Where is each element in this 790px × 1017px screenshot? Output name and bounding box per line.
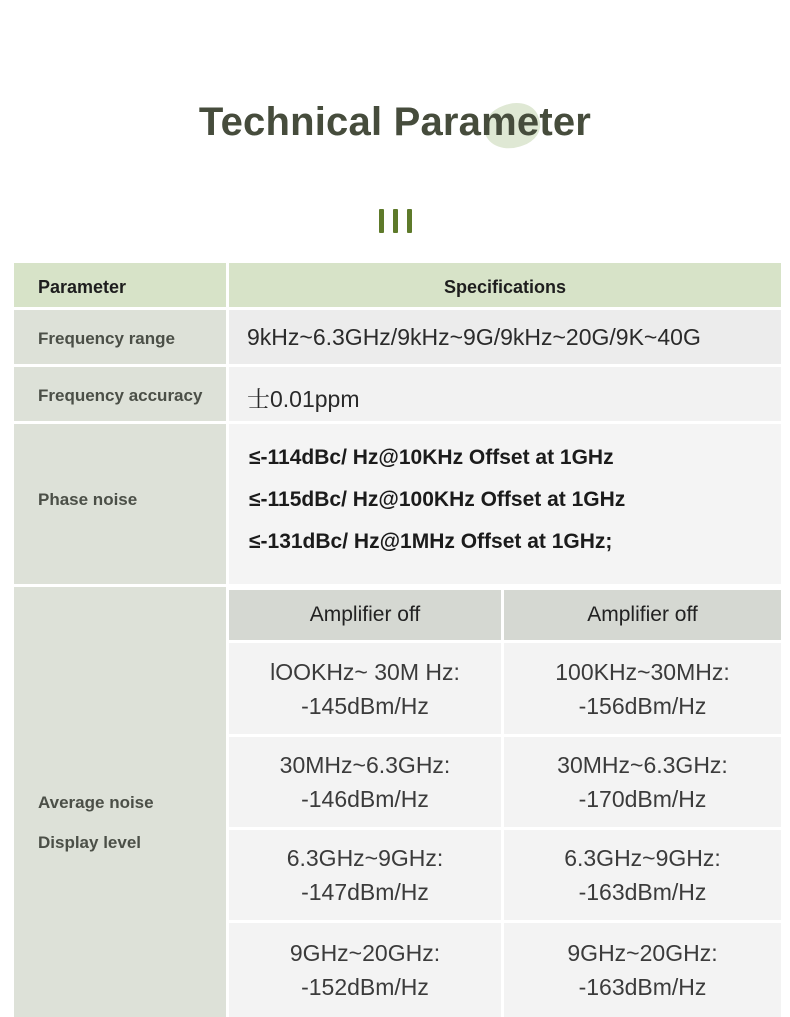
noise-value: -147dBm/Hz — [301, 879, 429, 905]
noise-value: -145dBm/Hz — [301, 692, 429, 719]
header-parameter: Parameter — [14, 263, 226, 307]
label-phase-noise: Phase noise — [14, 424, 226, 584]
label-average-noise — [14, 587, 226, 1017]
subheader-column-2: Amplifier off — [504, 590, 781, 640]
noise-cell — [504, 830, 781, 920]
noise-range: 9GHz~20GHz: — [567, 940, 718, 966]
subheader-column-1: Amplifier off — [229, 590, 501, 640]
value-frequency-range: 9kHz~6.3GHz/9kHz~9G/9kHz~20G/9K~40G — [229, 310, 781, 364]
label-frequency-accuracy: Frequency accuracy — [14, 367, 226, 421]
noise-cell — [504, 643, 781, 734]
title-area — [0, 100, 790, 145]
noise-range: lOOKHz~ 30M Hz: — [270, 658, 460, 685]
value-phase-noise — [229, 424, 781, 584]
noise-range: 6.3GHz~9GHz: — [286, 845, 444, 871]
noise-range: 9GHz~20GHz: — [289, 940, 441, 966]
page-title: Technical Parameter — [198, 100, 592, 144]
spec-table — [14, 263, 781, 1017]
noise-range: 30MHz~6.3GHz: — [279, 752, 451, 778]
noise-value: -146dBm/Hz — [301, 786, 429, 812]
noise-cell — [504, 923, 781, 1017]
phase-noise-line: ≤-114dBc/ Hz@10KHz Offset at 1GHz — [249, 446, 614, 469]
average-noise-label-line1: Average noise — [38, 793, 154, 812]
noise-cell — [229, 830, 501, 920]
label-frequency-range: Frequency range — [14, 310, 226, 364]
noise-value: -170dBm/Hz — [578, 786, 707, 812]
header-specifications: Specifications — [229, 263, 781, 307]
average-noise-label-line2: Display level — [38, 833, 142, 852]
noise-value: -163dBm/Hz — [578, 879, 707, 905]
noise-value: -163dBm/Hz — [578, 974, 707, 1000]
noise-range: 30MHz~6.3GHz: — [557, 752, 728, 778]
divider-bars-icon — [378, 209, 414, 233]
noise-value: -152dBm/Hz — [301, 974, 429, 1000]
noise-cell — [229, 923, 501, 1017]
phase-noise-line: ≤-115dBc/ Hz@100KHz Offset at 1GHz — [249, 488, 626, 511]
noise-cell — [229, 643, 501, 734]
noise-range: 100KHz~30MHz: — [555, 658, 730, 685]
noise-cell — [504, 737, 781, 827]
value-frequency-accuracy: 士0.01ppm — [229, 367, 781, 421]
phase-noise-line: ≤-131dBc/ Hz@1MHz Offset at 1GHz; — [249, 530, 613, 553]
noise-value: -156dBm/Hz — [578, 692, 707, 719]
noise-range: 6.3GHz~9GHz: — [564, 845, 721, 871]
noise-cell — [229, 737, 501, 827]
